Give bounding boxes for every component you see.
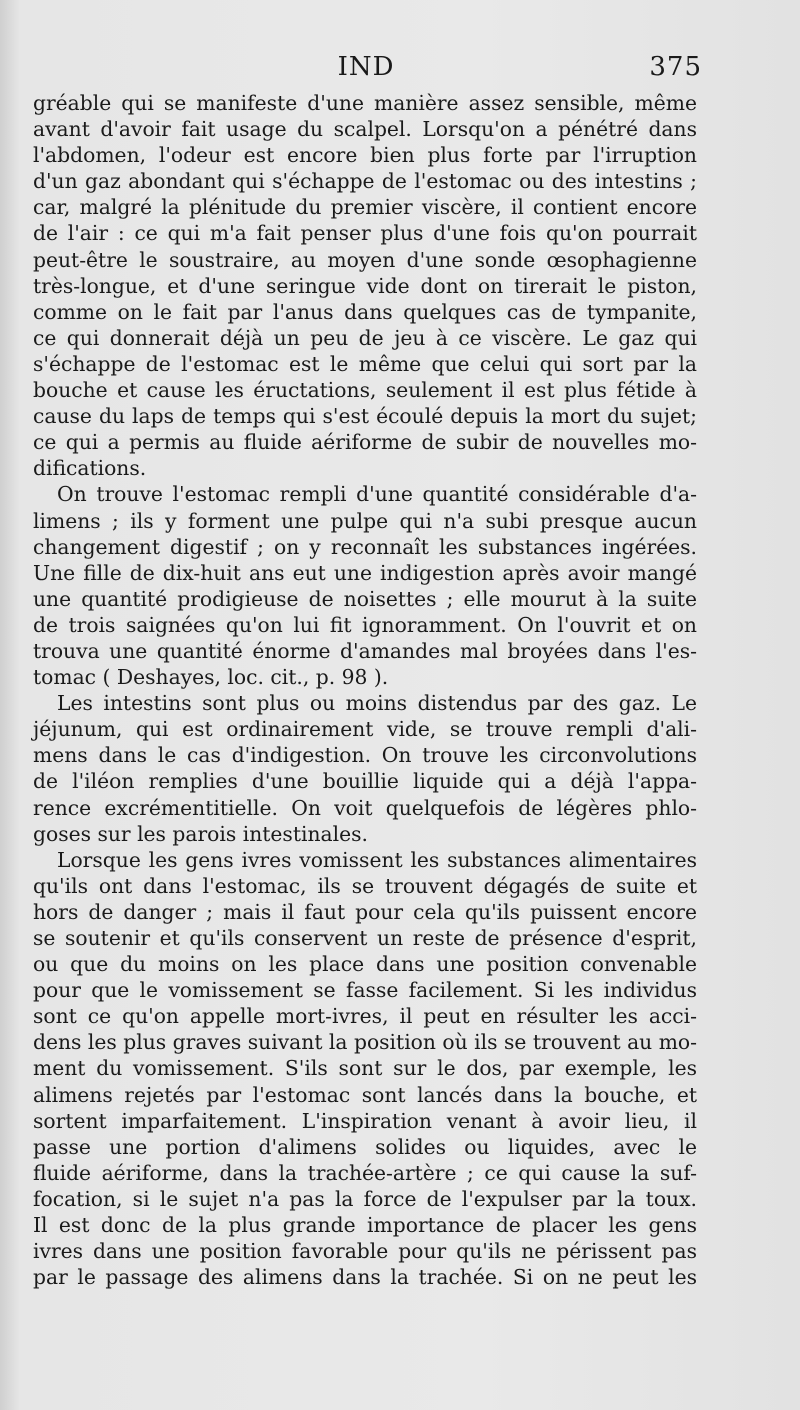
- text-line: tomac ( Deshayes, loc. cit., p. 98 ).: [33, 665, 389, 690]
- page-header: [30, 52, 702, 92]
- text-line: avant d'avoir fait usage du scalpel. Lorsqu'on a pénétré dans: [33, 117, 697, 142]
- text-line: Une fille de dix-huit ans eut une indigestion après avoir mangé: [33, 560, 697, 585]
- text-line: fluide aériforme, dans la trachée-artère ; ce qui cause la suf-: [33, 1160, 697, 1185]
- text-line: car, malgré la plénitude du premier viscère, il contient encore: [33, 195, 697, 220]
- text-line: mens dans le cas d'indigestion. On trouve les circonvolutions: [33, 743, 697, 768]
- text-line: changement digestif ; on y reconnaît les substances ingérées.: [33, 534, 697, 559]
- running-title: IND: [337, 52, 395, 82]
- text-line: pour que le vomissement se fasse facilement. Si les individus: [33, 978, 697, 1003]
- text-line: ou que du moins on les place dans une position convenable: [33, 952, 697, 977]
- text-line: ment du vomissement. S'ils sont sur le dos, par exemple, les: [33, 1056, 697, 1081]
- text-line: Lorsque les gens ivres vomissent les substances alimentaires: [57, 847, 697, 872]
- text-line: l'abdomen, l'odeur est encore bien plus forte par l'irruption: [33, 143, 697, 168]
- text-line: gréable qui se manifeste d'une manière assez sensible, même: [33, 91, 697, 115]
- text-line: goses sur les parois intestinales.: [33, 821, 368, 846]
- text-line: focation, si le sujet n'a pas la force de l'expulser par la toux.: [33, 1186, 697, 1211]
- text-line: sortent imparfaitement. L'inspiration venant à avoir lieu, il: [33, 1108, 697, 1133]
- text-line: de l'iléon remplies d'une bouillie liquide qui a déjà l'appa-: [33, 769, 697, 794]
- text-line: dens les plus graves suivant la position où ils se trouvent au mo-: [33, 1030, 697, 1055]
- body-text: [33, 90, 697, 1290]
- text-line: se soutenir et qu'ils conservent un reste de présence d'esprit,: [33, 926, 697, 950]
- text-line: par le passage des alimens dans la trachée. Si on ne peut les: [33, 1265, 697, 1290]
- text-line: ivres dans une position favorable pour qu'ils ne périssent pas: [33, 1239, 697, 1264]
- text-line: peut-être le soustraire, au moyen d'une sonde œsophagienne: [33, 247, 697, 272]
- text-line: hors de danger ; mais il faut pour cela qu'ils puissent encore: [33, 899, 697, 924]
- text-line: Les intestins sont plus ou moins distendus par des gaz. Le: [57, 691, 697, 716]
- text-line: ce qui donnerait déjà un peu de jeu à ce viscère. Le gaz qui: [33, 325, 697, 350]
- text-line: passe une portion d'alimens solides ou liquides, avec le: [33, 1134, 697, 1159]
- text-line: ce qui a permis au fluide aériforme de subir de nouvelles mo-: [33, 430, 697, 455]
- text-line: qu'ils ont dans l'estomac, ils se trouvent dégagés de suite et: [33, 873, 697, 898]
- text-line: de trois saignées qu'on lui fit ignoramment. On l'ouvrit et on: [33, 612, 697, 637]
- text-line: alimens rejetés par l'estomac sont lancés dans la bouche, et: [33, 1082, 697, 1107]
- text-line: trouva une quantité énorme d'amandes mal broyées dans l'es-: [33, 638, 697, 663]
- page-number: 375: [649, 52, 702, 82]
- text-line: difications.: [33, 456, 147, 481]
- text-line: d'un gaz abondant qui s'échappe de l'estomac ou des intestins ;: [33, 169, 697, 194]
- text-line: rence excrémentitielle. On voit quelquefois de légères phlo-: [33, 795, 697, 820]
- text-line: une quantité prodigieuse de noisettes ; elle mourut à la suite: [33, 586, 697, 611]
- text-line: de l'air : ce qui m'a fait penser plus d'une fois qu'on pourrait: [33, 221, 697, 246]
- text-line: Il est donc de la plus grande importance de placer les gens: [33, 1213, 697, 1238]
- text-line: jéjunum, qui est ordinairement vide, se trouve rempli d'ali-: [33, 717, 697, 742]
- text-line: s'échappe de l'estomac est le même que celui qui sort par la: [33, 351, 697, 376]
- text-line: limens ; ils y forment une pulpe qui n'a subi presque aucun: [33, 508, 697, 533]
- text-line: sont ce qu'on appelle mort-ivres, il peut en résulter les acci-: [33, 1004, 697, 1029]
- text-line: On trouve l'estomac rempli d'une quantité considérable d'a-: [57, 482, 697, 507]
- text-line: comme on le fait par l'anus dans quelques cas de tympanite,: [33, 299, 697, 324]
- text-line: cause du laps de temps qui s'est écoulé depuis la mort du sujet;: [33, 404, 697, 429]
- text-line: bouche et cause les éructations, seulement il est plus fétide à: [33, 378, 697, 403]
- text-line: très-longue, et d'une seringue vide dont on tirerait le piston,: [33, 273, 697, 298]
